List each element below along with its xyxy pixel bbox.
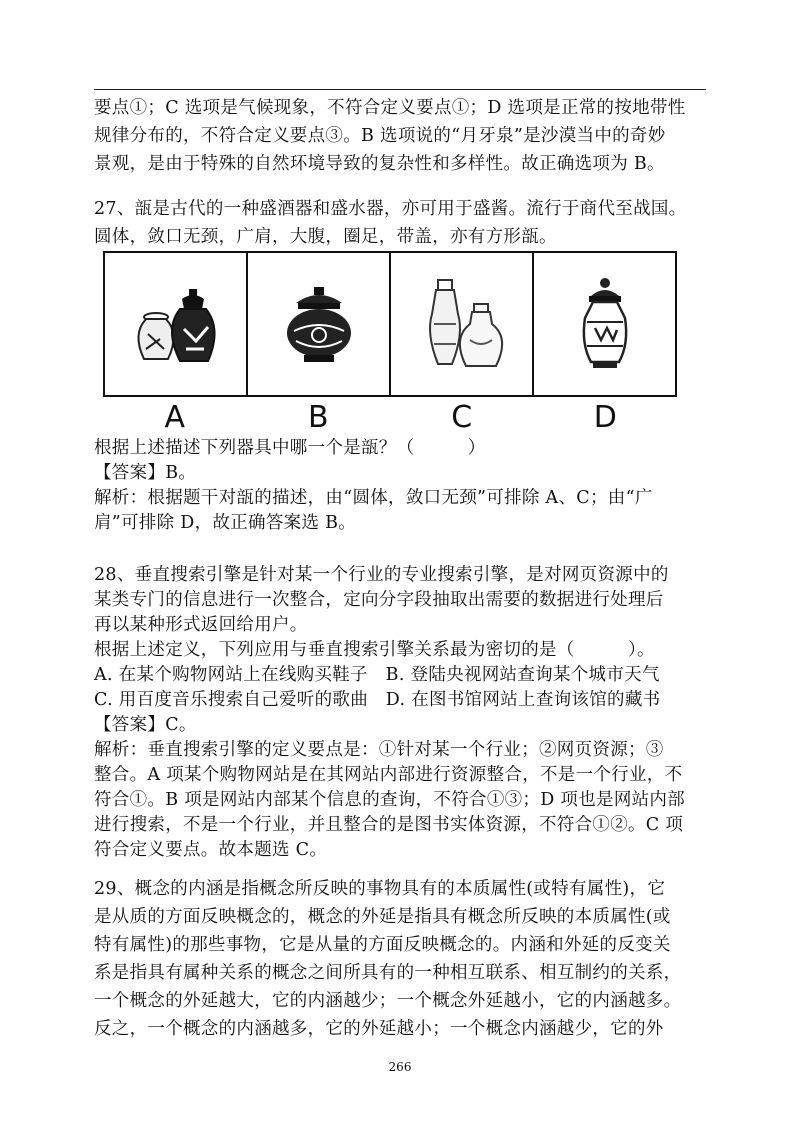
text-line: 一个概念的外延越大，它的内涵越少；一个概念外延越小，它的内涵越多。 xyxy=(94,991,682,1011)
question-27-answer xyxy=(94,436,714,536)
text-line: 解析：垂直搜索引擎的定义要点是：①针对某一个行业；②网页资源；③ xyxy=(94,740,664,760)
text-line: 规律分布的，不符合定义要点③。B 选项说的“月牙泉”是沙漠当中的奇妙 xyxy=(94,126,666,146)
text-line: 某类专门的信息进行一次整合，定向分字段抽取出需要的数据进行处理后 xyxy=(94,590,664,610)
text-line: 反之，一个概念的内涵越多，它的外延越小；一个概念内涵越少，它的外 xyxy=(94,1019,664,1039)
intro-paragraph xyxy=(94,94,714,178)
text-line: 特有属性)的那些事物，它是从量的方面反映概念的。内涵和外延的反变关 xyxy=(94,935,671,955)
text-line: 符合①。B 项是网站内部某个信息的查询，不符合①③；D 项也是网站内部 xyxy=(94,790,686,810)
header-rule xyxy=(94,89,706,90)
text-line: 【答案】B。 xyxy=(94,463,197,483)
option-letter: C xyxy=(451,400,473,435)
question-27-stem xyxy=(94,195,714,251)
round-vessel-icon xyxy=(274,279,364,369)
option-letter: B xyxy=(307,400,329,435)
vessel-options-figure xyxy=(103,251,677,397)
text-line: 27、瓿是古代的一种盛酒器和盛水器，亦可用于盛酱。流行于商代至战国。 xyxy=(94,199,687,219)
text-line: 【答案】C。 xyxy=(94,715,197,735)
question-28 xyxy=(94,563,714,863)
text-line: 是从质的方面反映概念的，概念的外延是指具有概念所反映的本质属性(或 xyxy=(94,907,671,927)
text-line: 再以某种形式返回给用户。 xyxy=(94,615,308,635)
option-d-cell xyxy=(534,253,675,395)
text-line: 符合定义要点。故本题选 C。 xyxy=(94,840,328,860)
text-line: C. 用百度音乐搜索自己爱听的歌曲 D. 在图书馆网站上查询该馆的藏书 xyxy=(94,690,661,710)
text-line: 29、概念的内涵是指概念所反映的事物具有的本质属性(或特有属性)，它 xyxy=(94,879,666,899)
lidded-jar-icon xyxy=(565,274,645,374)
text-line: 圆体，敛口无颈，广肩，大腹，圈足，带盖，亦有方形瓿。 xyxy=(94,227,557,247)
option-letter: A xyxy=(164,400,186,435)
question-29 xyxy=(94,875,714,1043)
text-line: 进行搜索，不是一个行业，并且整合的是图书实体资源，不符合①②。C 项 xyxy=(94,815,684,835)
option-a-cell xyxy=(105,253,248,395)
text-line: 肩”可排除 D，故正确答案选 B。 xyxy=(94,513,357,533)
text-line: 根据上述描述下列器具中哪一个是瓿？（ ） xyxy=(94,438,486,458)
text-line: 系是指具有属种关系的概念之间所具有的一种相互联系、相互制约的关系， xyxy=(94,963,682,983)
option-c-cell xyxy=(391,253,534,395)
page-number: 266 xyxy=(388,1060,412,1074)
text-line: 根据上述定义，下列应用与垂直搜索引擎关系最为密切的是（ ）。 xyxy=(94,640,655,660)
text-line: 解析：根据题干对瓿的描述，由“圆体，敛口无颈”可排除 A、C；由“广 xyxy=(94,488,653,508)
option-letter: D xyxy=(593,400,617,435)
text-line: A. 在某个购物网站上在线购买鞋子 B. 登陆央视网站查询某个城市天气 xyxy=(94,665,660,685)
option-b-cell xyxy=(248,253,391,395)
text-line: 景观，是由于特殊的自然环境导致的复杂性和多样性。故正确选项为 B。 xyxy=(94,154,665,174)
text-line: 28、垂直搜索引擎是针对某一个行业的专业搜索引擎，是对网页资源中的 xyxy=(94,565,669,585)
text-line: 整合。A 项某个购物网站是在其网站内部进行资源整合，不是一个行业，不 xyxy=(94,765,683,785)
option-letters xyxy=(103,400,677,435)
bottles-icon xyxy=(412,274,512,374)
jars-pair-icon xyxy=(126,279,226,369)
text-line: 要点①；C 选项是气候现象，不符合定义要点①；D 选项是正常的按地带性 xyxy=(94,98,686,118)
